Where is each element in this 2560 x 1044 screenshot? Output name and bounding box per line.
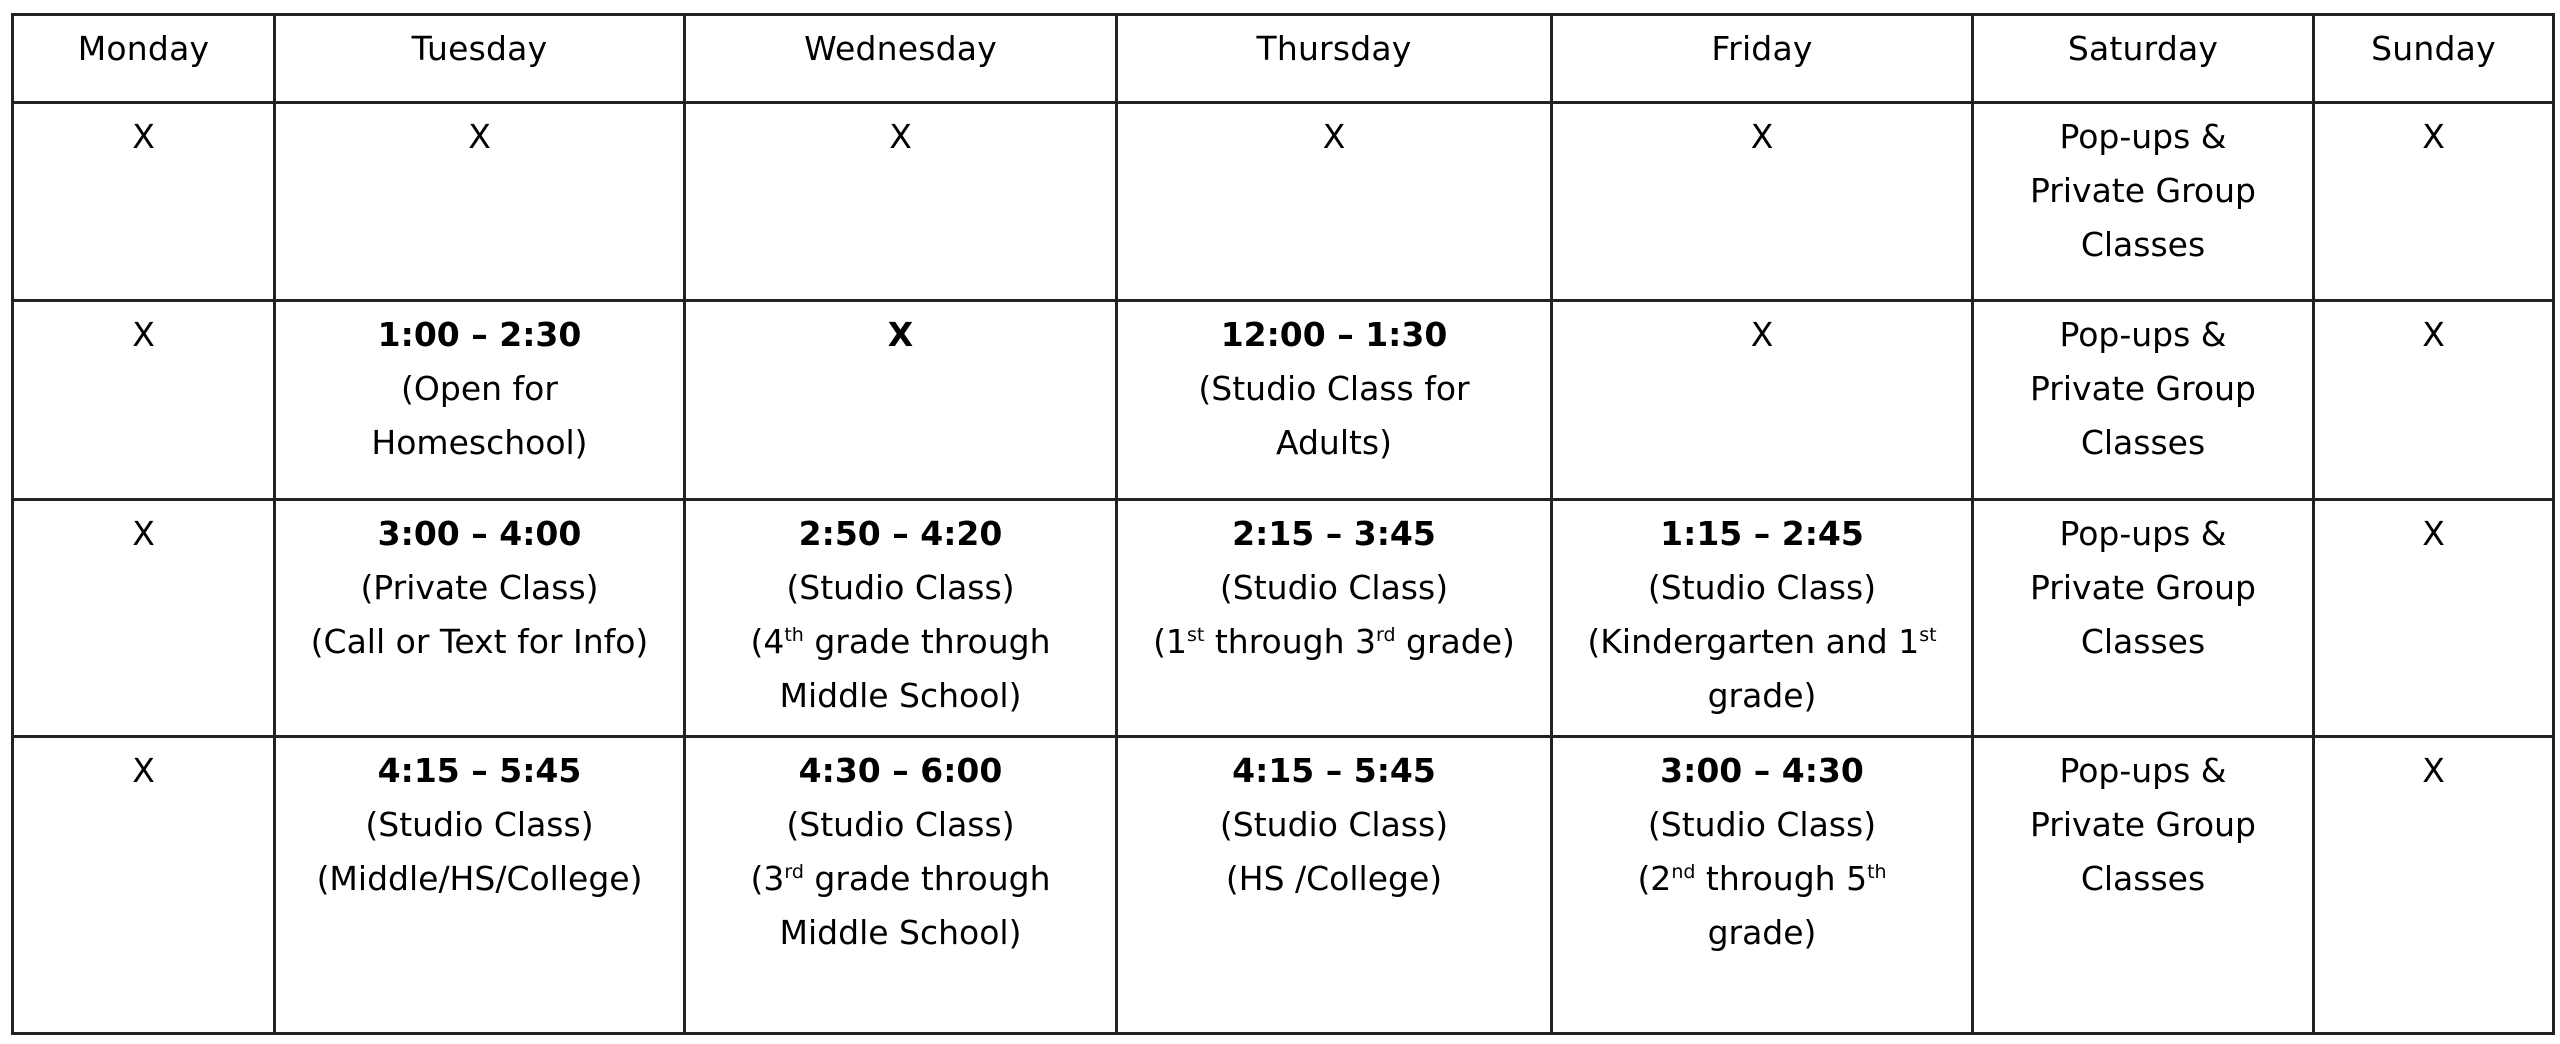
cell-line: [1122, 561, 1546, 615]
cell-text: Private Group: [2029, 171, 2256, 210]
cell-tuesday: [275, 103, 685, 301]
class-time: 4:15 – 5:45: [377, 751, 582, 790]
cell-line: [1978, 110, 2308, 164]
cell-text: X: [132, 514, 155, 553]
ordinal-suffix: rd: [1375, 624, 1396, 646]
cell-wednesday: [685, 301, 1117, 500]
cell-line: [690, 852, 1111, 906]
cell-text: (Studio Class): [1219, 568, 1449, 607]
weekly-schedule-table: [11, 13, 2555, 1035]
cell-line: [1122, 308, 1546, 362]
cell-line: [1122, 416, 1546, 470]
cell-sunday: [2314, 301, 2554, 500]
cell-line: [1978, 164, 2308, 218]
cell-line: [280, 798, 679, 852]
cell-wednesday: [685, 500, 1117, 737]
cell-text: Pop-ups &: [2059, 751, 2227, 790]
cell-text: X: [468, 117, 491, 156]
class-time: 1:00 – 2:30: [377, 315, 582, 354]
cell-monday: [13, 103, 275, 301]
cell-text: X: [1750, 315, 1774, 354]
cell-text: X: [2422, 514, 2445, 553]
cell-text: (Studio Class): [1647, 568, 1877, 607]
cell-friday: [1552, 103, 1973, 301]
cell-text: X: [1750, 117, 1774, 156]
cell-line: [1122, 744, 1546, 798]
cell-text: Homeschool): [371, 423, 588, 462]
cell-line: [1978, 744, 2308, 798]
cell-line: [690, 308, 1111, 362]
cell-line: [280, 561, 679, 615]
header-wednesday: Wednesday: [685, 15, 1117, 103]
class-time: 1:15 – 2:45: [1660, 514, 1864, 553]
cell-line: [690, 669, 1111, 723]
cell-text: X: [1322, 117, 1346, 156]
cell-line: [280, 110, 679, 164]
cell-text: (Studio Class): [786, 568, 1015, 607]
cell-text: X: [132, 117, 155, 156]
ordinal-suffix: rd: [784, 861, 804, 883]
header-monday: Monday: [13, 15, 275, 103]
cell-line: [1122, 110, 1546, 164]
cell-line: [1978, 362, 2308, 416]
cell-text: X: [132, 751, 155, 790]
class-time: 12:00 – 1:30: [1220, 315, 1448, 354]
cell-text: (Studio Class): [1647, 805, 1877, 844]
cell-text: Classes: [2080, 423, 2206, 462]
cell-text: Private Group: [2029, 369, 2256, 408]
cell-text: grade): [1707, 913, 1817, 952]
cell-line: [280, 507, 679, 561]
cell-line: [280, 362, 679, 416]
cell-text: X: [132, 315, 155, 354]
cell-text: Classes: [2080, 622, 2206, 661]
header-friday: Friday: [1552, 15, 1973, 103]
cell-text: (Studio Class for: [1198, 369, 1470, 408]
class-time: X: [887, 315, 914, 354]
class-time: 2:50 – 4:20: [798, 514, 1003, 553]
cell-line: [280, 308, 679, 362]
cell-line: [1978, 218, 2308, 272]
cell-text: grade through: [803, 859, 1051, 898]
cell-line: [280, 416, 679, 470]
cell-text: (3: [750, 859, 785, 898]
ordinal-suffix: th: [784, 624, 804, 646]
cell-line: [690, 561, 1111, 615]
cell-line: [1557, 669, 1967, 723]
cell-line: [1122, 852, 1546, 906]
cell-line: [1978, 852, 2308, 906]
ordinal-suffix: nd: [1671, 861, 1696, 883]
cell-friday: [1552, 737, 1973, 1034]
cell-text: through 3: [1204, 622, 1376, 661]
cell-text: (Studio Class): [1219, 805, 1449, 844]
cell-text: (1: [1153, 622, 1187, 661]
cell-line: [1978, 416, 2308, 470]
cell-text: (2: [1637, 859, 1672, 898]
cell-line: [690, 507, 1111, 561]
cell-line: [1122, 798, 1546, 852]
cell-line: [1557, 744, 1967, 798]
cell-monday: [13, 301, 275, 500]
cell-text: X: [2422, 751, 2445, 790]
cell-line: [1557, 507, 1967, 561]
class-time: 3:00 – 4:00: [377, 514, 582, 553]
cell-text: Adults): [1275, 423, 1393, 462]
cell-line: [1978, 507, 2308, 561]
cell-thursday: [1117, 103, 1552, 301]
cell-line: [2319, 110, 2548, 164]
cell-saturday: [1973, 737, 2314, 1034]
cell-line: [1122, 362, 1546, 416]
cell-text: (HS /College): [1225, 859, 1443, 898]
cell-wednesday: [685, 737, 1117, 1034]
cell-line: [2319, 308, 2548, 362]
schedule-row: [13, 737, 2554, 1034]
cell-text: Pop-ups &: [2059, 315, 2227, 354]
cell-text: (Kindergarten and 1: [1587, 622, 1920, 661]
cell-line: [690, 744, 1111, 798]
cell-text: (Studio Class): [365, 805, 594, 844]
class-time: 4:15 – 5:45: [1232, 751, 1436, 790]
class-time: 4:30 – 6:00: [798, 751, 1003, 790]
cell-thursday: [1117, 500, 1552, 737]
cell-text: (4: [750, 622, 785, 661]
cell-wednesday: [685, 103, 1117, 301]
cell-monday: [13, 737, 275, 1034]
cell-text: X: [2422, 117, 2445, 156]
cell-line: [1557, 852, 1967, 906]
class-time: 2:15 – 3:45: [1232, 514, 1436, 553]
cell-line: [1122, 615, 1546, 669]
cell-line: [1557, 561, 1967, 615]
cell-monday: [13, 500, 275, 737]
header-sunday: Sunday: [2314, 15, 2554, 103]
cell-tuesday: [275, 500, 685, 737]
cell-line: [280, 615, 679, 669]
cell-line: [2319, 507, 2548, 561]
cell-text: Pop-ups &: [2059, 514, 2227, 553]
cell-line: [2319, 744, 2548, 798]
ordinal-suffix: st: [1919, 624, 1937, 646]
cell-line: [690, 110, 1111, 164]
cell-sunday: [2314, 500, 2554, 737]
cell-text: Classes: [2080, 859, 2206, 898]
schedule-row: [13, 301, 2554, 500]
cell-text: X: [889, 117, 912, 156]
cell-text: Private Group: [2029, 568, 2256, 607]
cell-sunday: [2314, 737, 2554, 1034]
cell-text: Classes: [2080, 225, 2206, 264]
cell-saturday: [1973, 103, 2314, 301]
cell-text: Pop-ups &: [2059, 117, 2227, 156]
cell-text: grade): [1395, 622, 1515, 661]
header-thursday: Thursday: [1117, 15, 1552, 103]
cell-line: [1557, 110, 1967, 164]
cell-text: Middle School): [779, 676, 1022, 715]
header-saturday: Saturday: [1973, 15, 2314, 103]
ordinal-suffix: th: [1867, 861, 1887, 883]
cell-friday: [1552, 301, 1973, 500]
cell-text: grade): [1707, 676, 1817, 715]
cell-line: [280, 744, 679, 798]
schedule-row: [13, 500, 2554, 737]
cell-tuesday: [275, 737, 685, 1034]
cell-line: [1978, 798, 2308, 852]
cell-text: grade through: [803, 622, 1051, 661]
cell-text: (Studio Class): [786, 805, 1015, 844]
header-row: [13, 15, 2554, 103]
cell-text: (Call or Text for Info): [310, 622, 649, 661]
cell-line: [1557, 308, 1967, 362]
cell-line: [18, 744, 269, 798]
cell-friday: [1552, 500, 1973, 737]
cell-thursday: [1117, 301, 1552, 500]
cell-line: [1557, 906, 1967, 960]
cell-line: [1978, 308, 2308, 362]
cell-line: [1557, 615, 1967, 669]
cell-text: X: [2422, 315, 2445, 354]
cell-line: [1557, 798, 1967, 852]
cell-line: [1122, 507, 1546, 561]
cell-line: [18, 308, 269, 362]
cell-saturday: [1973, 301, 2314, 500]
schedule-row: [13, 103, 2554, 301]
cell-line: [18, 110, 269, 164]
cell-line: [1978, 615, 2308, 669]
cell-text: Middle School): [779, 913, 1022, 952]
cell-text: (Middle/HS/College): [316, 859, 643, 898]
cell-text: Private Group: [2029, 805, 2256, 844]
cell-text: (Open for: [401, 369, 558, 408]
cell-text: through 5: [1695, 859, 1868, 898]
cell-text: (Private Class): [360, 568, 599, 607]
header-tuesday: Tuesday: [275, 15, 685, 103]
cell-line: [690, 906, 1111, 960]
cell-sunday: [2314, 103, 2554, 301]
class-time: 3:00 – 4:30: [1660, 751, 1864, 790]
cell-line: [690, 615, 1111, 669]
cell-tuesday: [275, 301, 685, 500]
cell-saturday: [1973, 500, 2314, 737]
ordinal-suffix: st: [1186, 624, 1205, 646]
cell-thursday: [1117, 737, 1552, 1034]
cell-line: [1978, 561, 2308, 615]
cell-line: [280, 852, 679, 906]
cell-line: [18, 507, 269, 561]
cell-line: [690, 798, 1111, 852]
